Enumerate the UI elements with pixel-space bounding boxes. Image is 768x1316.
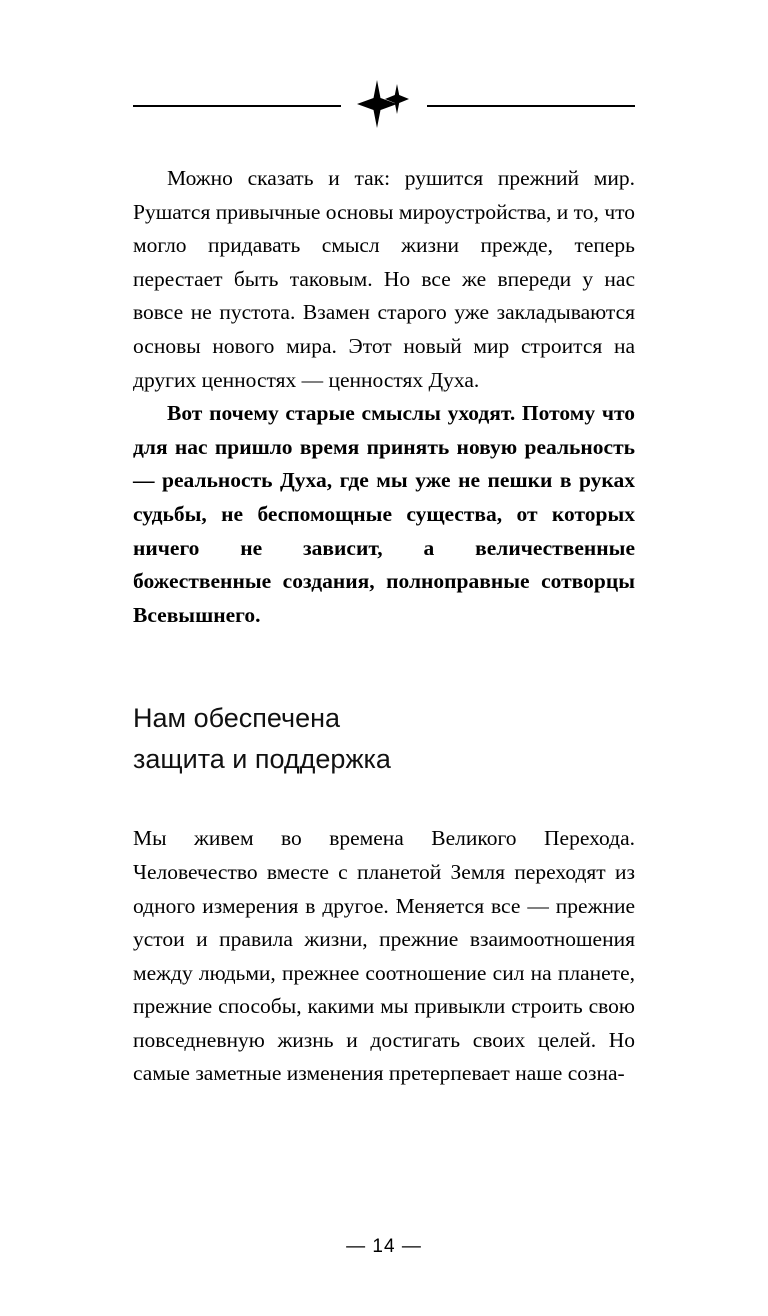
page-number: — 14 — xyxy=(346,1236,422,1257)
paragraph-1: Можно сказать и так: рушится прежний мир. Рушатся привычные основы мироустройства, и то, что могло придавать смысл жизни прежде, теперь перестает быть таковым. Но все же впереди у нас вовсе не пустота. Взамен старого уже закладываются основы нового мира. Этот новый мир строится на других ценностях — ценностях Духа. xyxy=(133,166,635,392)
header-rule-left xyxy=(133,105,341,107)
book-page xyxy=(0,76,768,1316)
section-heading xyxy=(133,698,635,780)
paragraph-3: Мы живем во времена Великого Перехода. Человечество вместе с планетой Земля переходят из одного измерения в другое. Меняется все — прежние устои и правила жизни, прежние взаимоотношения между людьми, прежнее соотношение сил на планете, прежние способы, какими мы привыкли строить свою повседневную жизнь и достигать своих целей. Но самые заметные изменения претерпевает наше созна- xyxy=(133,826,635,1086)
four-pointed-star-ornament-icon xyxy=(341,78,427,130)
section-heading-line-2: защита и поддержка xyxy=(133,744,391,775)
header-ornament-band xyxy=(133,76,635,136)
paragraph-2-emphasis: Вот почему старые смыслы уходят. Потому что для нас пришло время принять новую реальность — реальность Духа, где мы уже не пешки в руках судьбы, не беспомощные существа, от которых ничего не зависит, а величественные божественные создания, полноправные сотворцы Всевышнего. xyxy=(133,401,635,627)
section-heading-line-1: Нам обеспечена xyxy=(133,703,341,734)
header-rule-right xyxy=(427,105,635,107)
